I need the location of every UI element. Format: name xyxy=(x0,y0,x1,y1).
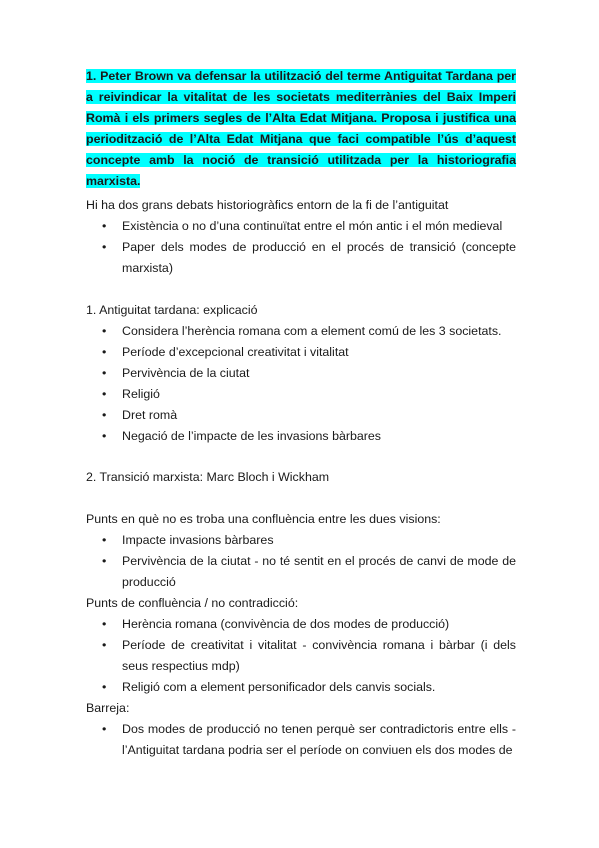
list-item: • Religió com a element personificador dels canvis socials. xyxy=(86,677,516,698)
comparison-section xyxy=(86,509,516,761)
bullet-icon: • xyxy=(102,219,107,233)
bullet-icon: • xyxy=(102,638,107,652)
section1-list xyxy=(86,321,516,447)
list-item: • Dret romà xyxy=(86,405,516,426)
question-prompt xyxy=(86,66,516,192)
mix-heading: Barreja: xyxy=(86,701,130,715)
list-item: • Període d’excepcional creativitat i vitalitat xyxy=(86,342,516,363)
bullet-icon: • xyxy=(102,429,107,443)
bullet-icon: • xyxy=(102,408,107,422)
intro-heading: Hi ha dos grans debats historiogràfics entorn de la fi de l’antiguitat xyxy=(86,198,449,212)
bullet-icon: • xyxy=(102,366,107,380)
list-item: • Pervivència de la ciutat - no té sentit en el procés de canvi de mode de producció xyxy=(86,551,516,593)
bullet-icon: • xyxy=(102,345,107,359)
list-item: • Existència o no d’una continuïtat entre el món antic i el món medieval xyxy=(86,216,516,237)
list-item: • Herència romana (convivència de dos modes de producció) xyxy=(86,614,516,635)
section2-heading: 2. Transició marxista: Marc Bloch i Wickham xyxy=(86,470,330,484)
list-item: • Pervivència de la ciutat xyxy=(86,363,516,384)
list-item: • Paper dels modes de producció en el procés de transició (concepte marxista) xyxy=(86,237,516,279)
list-item: • Període de creativitat i vitalitat - convivència romana i bàrbar (i dels seus respectius mdp) xyxy=(86,635,516,677)
section1-heading: 1. Antiguitat tardana: explicació xyxy=(86,303,258,317)
list-item: • Religió xyxy=(86,384,516,405)
intro-section xyxy=(86,195,516,279)
bullet-icon: • xyxy=(102,554,107,568)
list-item: • Considera l’herència romana com a element comú de les 3 societats. xyxy=(86,321,516,342)
list-item: • Dos modes de producció no tenen perquè ser contradictoris entre ells - l’Antiguitat tardana podria ser el període on conviuen els dos modes de xyxy=(86,719,516,761)
list-item: • Negació de l’impacte de les invasions bàrbares xyxy=(86,426,516,447)
confluence-heading: Punts de confluència / no contradicció: xyxy=(86,596,299,610)
bullet-icon: • xyxy=(102,617,107,631)
bullet-icon: • xyxy=(102,240,107,254)
bullet-icon: • xyxy=(102,722,107,736)
bullet-icon: • xyxy=(102,324,107,338)
bullet-icon: • xyxy=(102,533,107,547)
bullet-icon: • xyxy=(102,680,107,694)
mix-list xyxy=(86,719,516,761)
section-antiguitat-tardana xyxy=(86,300,516,447)
no-confluence-heading: Punts en què no es troba una confluència entre les dues visions: xyxy=(86,512,441,526)
no-confluence-list xyxy=(86,530,516,593)
intro-list xyxy=(86,216,516,279)
question-text: 1. Peter Brown va defensar la utilització del terme Antiguitat Tardana per a reivindicar la vitalitat de les societats mediterrànies del Baix Imperi Romà i els primers segles de l’Alta Edat Mitjana. Proposa i justifica una periodització de l’Alta Edat Mitjana que faci compatible l’ús d’aquest concepte amb la noció de transició utilitzada per la historiografia marxista. xyxy=(86,69,516,188)
bullet-icon: • xyxy=(102,387,107,401)
section-transicio-marxista xyxy=(86,467,516,488)
confluence-list xyxy=(86,614,516,698)
list-item: • Impacte invasions bàrbares xyxy=(86,530,516,551)
